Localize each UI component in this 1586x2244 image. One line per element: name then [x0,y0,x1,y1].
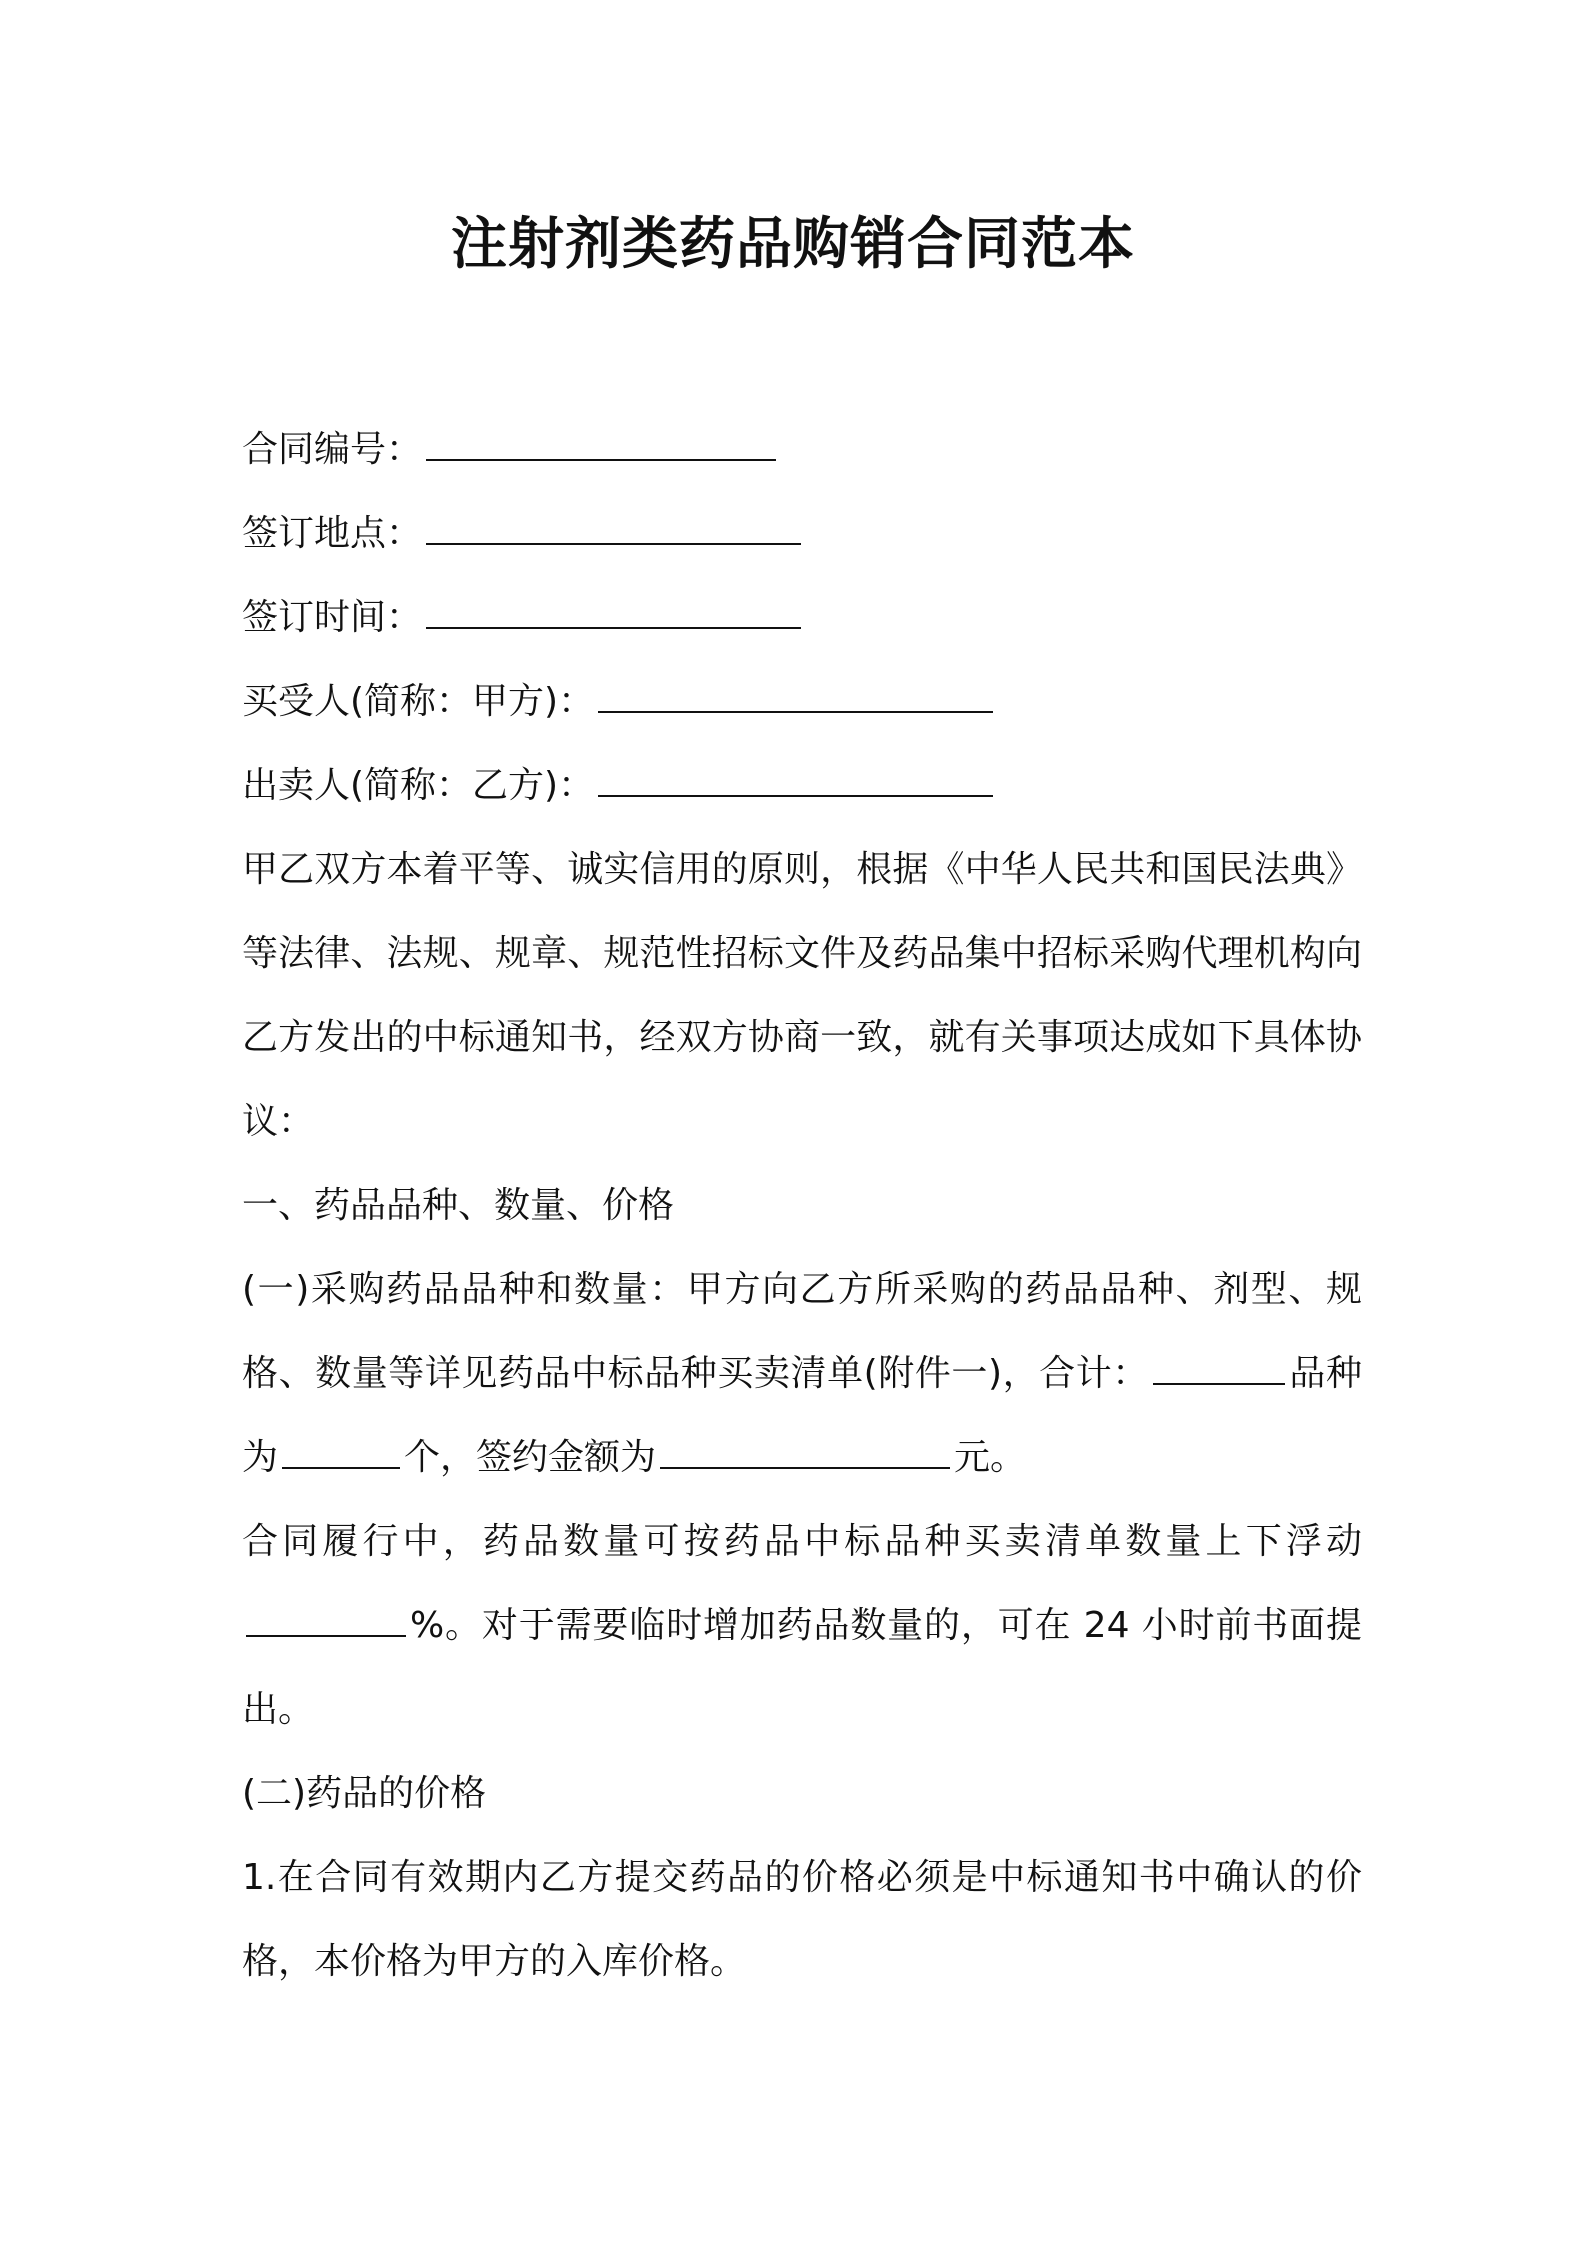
item-1-text-d: 元。 [954,1437,1027,1478]
section-1-heading: 一、药品品种、数量、价格 [242,1185,675,1226]
contract-number-row [242,408,1362,492]
variety-count-blank [1153,1349,1285,1385]
item-1-paragraph [242,1248,1362,1500]
contract-number-label: 合同编号： [242,429,423,470]
item-2-heading: (二)药品的价格 [242,1773,487,1814]
float-clause-paragraph [242,1500,1362,1752]
sign-place-blank [426,509,801,545]
document-body [242,408,1362,2004]
float-percent-blank [246,1601,406,1637]
item-1-text-c: 个，签约金额为 [404,1437,657,1478]
float-clause-text-a: 合同履行中，药品数量可按药品中标品种买卖清单数量上下浮动 [242,1521,1362,1562]
seller-row [242,744,1362,828]
sign-time-label: 签订时间： [242,597,423,638]
sign-place-row [242,492,1362,576]
buyer-row [242,660,1362,744]
seller-blank [598,761,993,797]
float-clause-text-b: %。对于需要临时增加药品数量的，可在 24 小时前书面提出。 [242,1605,1362,1730]
item-1-text-a: (一)采购药品品种和数量：甲方向乙方所采购的药品品种、剂型、规格、数量等详见药品中标品种买卖清单(附件一)，合计： [242,1269,1362,1394]
item-1-text-b: 品种为 [242,1353,1362,1478]
amount-blank [660,1433,950,1469]
item-2-point-1: 1.在合同有效期内乙方提交药品的价格必须是中标通知书中确认的价格，本价格为甲方的入库价格。 [242,1857,1362,1982]
buyer-label: 买受人(简称：甲方)： [242,681,595,722]
intro-paragraph: 甲乙双方本着平等、诚实信用的原则，根据《中华人民共和国民法典》等法律、法规、规章、规范性招标文件及药品集中招标采购代理机构向乙方发出的中标通知书，经双方协商一致，就有关事项达成如下具体协议： [242,849,1362,1142]
sign-time-blank [426,593,801,629]
sign-time-row [242,576,1362,660]
unit-count-blank [282,1433,400,1469]
buyer-blank [598,677,993,713]
seller-label: 出卖人(简称：乙方)： [242,765,595,806]
sign-place-label: 签订地点： [242,513,423,554]
contract-number-blank [426,425,776,461]
document-title: 注射剂类药品购销合同范本 [451,212,1135,277]
